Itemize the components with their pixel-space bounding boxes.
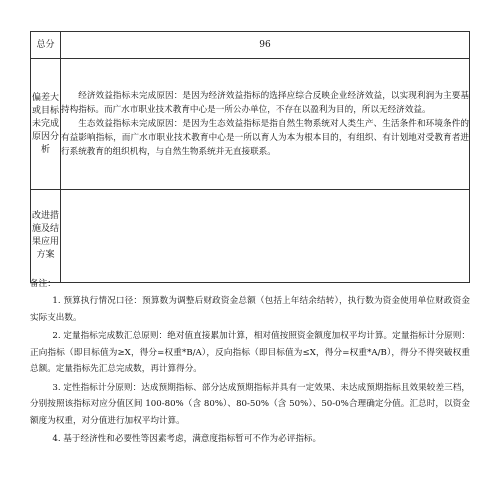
note-item-4: 4. 基于经济性和必要性等因素考虑，满意度指标暂可不作为必评指标。 <box>52 434 322 444</box>
improvement-plan-row <box>31 190 470 283</box>
notes-section <box>30 277 470 448</box>
ecological-benefit-paragraph: 生态效益指标未完成原因：是因为生态效益指标是指自然生物系统对人类生产、生活条件和环境条件的有益影响指标，而广水市职业技术教育中心是一所以育人为本为根本目的，有组织、有计划地对受教育者进行系统教育的组织机构，与自然生物系统并无直接联系。 <box>61 119 469 157</box>
improvement-plan-label: 改进措施及结果应用方案 <box>31 190 61 283</box>
note-item-2: 2. 定量指标完成数汇总原则：绝对值直接累加计算，相对值按照资金额度加权平均计算。定量指标计分原则：正向指标（即目标值为≥X，得分=权重*B/A），反向指标（即目标值为≤X，得分=权重*A/B），得分不得突破权重总额。定量指标先汇总完成数，再计算得分。 <box>30 331 470 374</box>
economic-benefit-paragraph: 经济效益指标未完成原因：是因为经济效益指标的选择应综合反映企业经济效益，以实现利润为主要基持构指标。而广水市职业技术教育中心是一所公办单位，不存在以盈利为目的，所以无经济效益。 <box>61 91 469 115</box>
evaluation-table <box>30 31 470 283</box>
deviation-analysis-label: 偏差大或目标未完成原因分析 <box>31 59 61 190</box>
total-score-label: 总分 <box>31 32 61 59</box>
total-score-value: 96 <box>61 32 470 59</box>
deviation-analysis-row <box>31 59 470 190</box>
deviation-analysis-content <box>61 59 470 190</box>
notes-title: 备注： <box>30 279 56 289</box>
evaluation-table-section <box>30 31 470 283</box>
total-score-row <box>31 32 470 59</box>
note-item-3: 3. 定性指标计分原则：达成预期指标、部分达成预期指标并具有一定效果、未达成预期指标且效果较差三档，分别按照该指标对应分值区间 100-80%（含 80%）、80-50%（含 50%）、50-0%合理确定分值。汇总时，以资金额度为权重，对分值进行加权平均计算。 <box>30 382 470 426</box>
improvement-plan-content <box>61 190 470 283</box>
note-item-1: 1. 预算执行情况口径：预算数为调整后财政资金总额（包括上年结余结转），执行数为资金使用单位财政资金实际支出数。 <box>30 296 470 323</box>
